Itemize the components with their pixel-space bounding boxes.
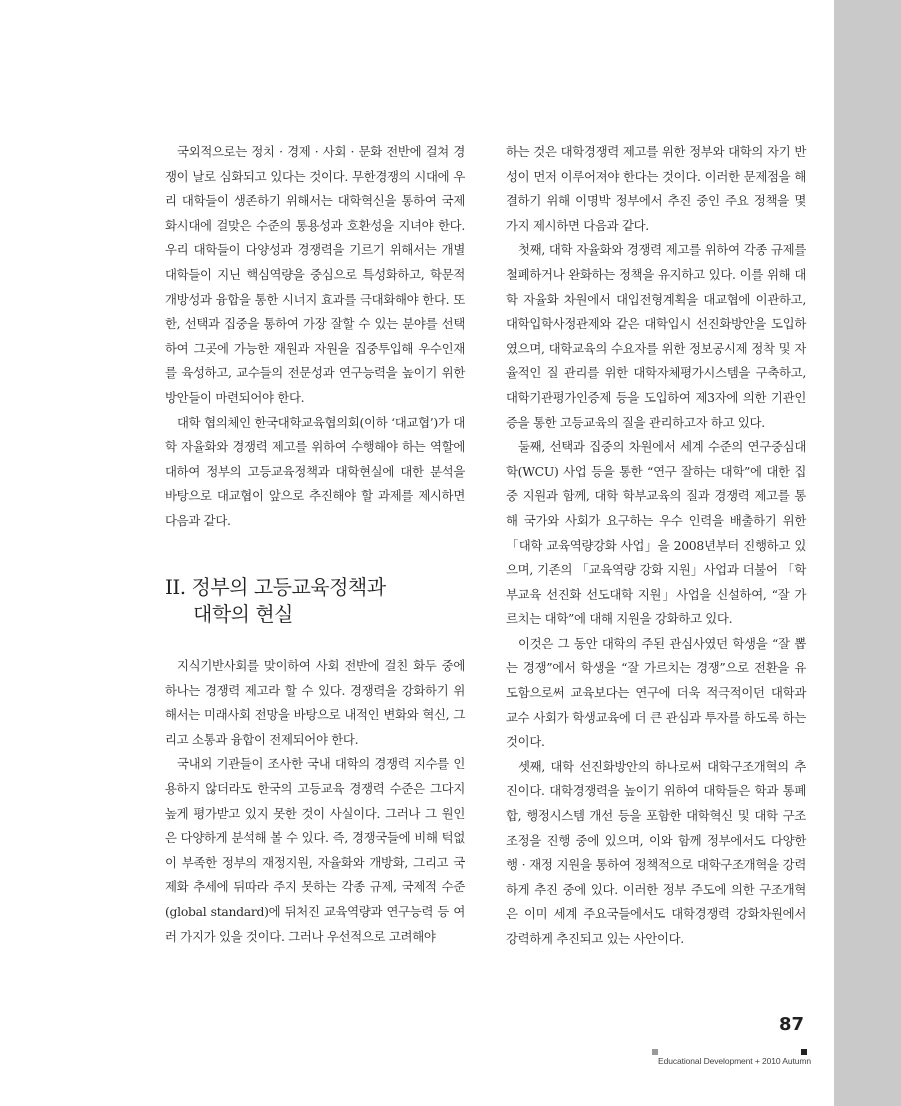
publication-footer: Educational Development + 2010 Autumn bbox=[658, 1056, 811, 1066]
paragraph: 셋째, 대학 선진화방안의 하나로써 대학구조개혁의 추진이다. 대학경쟁력을 높이기 위하여 대학들은 학과 통폐합, 행정시스템 개선 등을 포함한 대학혁신 및 대학 구조조정을 진행 중에 있으며, 이와 함께 정부에서도 다양한 행 · 재정 지원을 통하여 정책적으로 대학구조개혁을 강력하게 추진 중에 있다. 이러한 정부 주도에 의한 구조개혁은 이미 세계 주요국들에서도 대학경쟁력 강화차원에서 강력하게 추진되고 있는 사안이다. bbox=[506, 758, 806, 946]
paragraph: 지식기반사회를 맞이하여 사회 전반에 걸친 화두 중에 하나는 경쟁력 제고라 할 수 있다. 경쟁력을 강화하기 위해서는 미래사회 전망을 바탕으로 내적인 변화와 혁신, 그리고 소통과 융합이 전제되어야 한다. bbox=[165, 658, 465, 747]
section-heading-line1: II. 정부의 고등교육정책과 bbox=[165, 575, 386, 599]
page-number: 87 bbox=[778, 1014, 804, 1035]
paragraph: 둘째, 선택과 집중의 차원에서 세계 수준의 연구중심대학(WCU) 사업 등을 통한 “연구 잘하는 대학”에 대한 집중 지원과 함께, 대학 학부교육의 질과 경쟁력 제고를 통해 국가와 사회가 요구하는 우수 인력을 배출하기 위한 「대학 교육역량강화 사업」을 2008년부터 진행하고 있으며, 기존의 「교육역량 강화 지원」사업과 더불어 「학부교육 선진화 선도대학 지원」사업을 신설하여, “잘 가르치는 대학”에 대해 지원을 강화하고 있다. bbox=[506, 439, 806, 627]
section-heading bbox=[165, 574, 465, 628]
paragraph: 하는 것은 대학경쟁력 제고를 위한 정부와 대학의 자기 반성이 먼저 이루어져야 한다는 것이다. 이러한 문제점을 해결하기 위해 이명박 정부에서 추진 중인 주요 정책을 몇 가지 제시하면 다음과 같다. bbox=[506, 144, 806, 233]
left-column-top bbox=[165, 140, 465, 534]
side-margin-bar bbox=[834, 0, 901, 1106]
right-column bbox=[506, 140, 806, 952]
section-heading-line2: 대학의 현실 bbox=[193, 602, 293, 626]
paragraph: 국외적으로는 정치 · 경제 · 사회 · 문화 전반에 걸쳐 경쟁이 날로 심화되고 있다는 것이다. 무한경쟁의 시대에 우리 대학들이 생존하기 위해서는 대학혁신을 통하여 국제화시대에 걸맞은 수준의 통용성과 호환성을 지녀야 한다. 우리 대학들이 다양성과 경쟁력을 기르기 위해서는 개별 대학들이 지닌 핵심역량을 중심으로 특성화하고, 학문적 개방성과 융합을 통한 시너지 효과를 극대화해야 한다. 또한, 선택과 집중을 통하여 가장 잘할 수 있는 분야를 선택하여 그곳에 가능한 재원과 자원을 집중투입해 우수인재를 육성하고, 교수들의 전문성과 연구능력을 높이기 위한 방안들이 마련되어야 한다. bbox=[165, 144, 465, 405]
paragraph: 첫째, 대학 자율화와 경쟁력 제고를 위하여 각종 규제를 철폐하거나 완화하는 정책을 유지하고 있다. 이를 위해 대학 자율화 차원에서 대입전형계획을 대교협에 이관하고, 대학입학사정관제와 같은 대학입시 선진화방안을 도입하였으며, 대학교육의 수요자를 위한 정보공시제 정착 및 자율적인 질 관리를 위한 대학자체평가시스템을 구축하고, 대학기관평가인증제 등을 도입하여 제3자에 의한 기관인증을 통한 고등교육의 질을 관리하고자 하고 있다. bbox=[506, 242, 806, 430]
footer-square-icon bbox=[652, 1049, 658, 1055]
left-column-bottom bbox=[165, 654, 465, 949]
paragraph: 대학 협의체인 한국대학교육협의회(이하 ‘대교협’)가 대학 자율화와 경쟁력 제고를 위하여 수행해야 하는 역할에 대하여 정부의 고등교육정책과 대학현실에 대한 분석을 바탕으로 대교협이 앞으로 추진해야 할 과제를 제시하면 다음과 같다. bbox=[165, 414, 465, 528]
footer-square-icon bbox=[801, 1049, 807, 1055]
paragraph: 국내외 기관들이 조사한 국내 대학의 경쟁력 지수를 인용하지 않더라도 한국의 고등교육 경쟁력 수준은 그다지 높게 평가받고 있지 못한 것이 사실이다. 그러나 그 원인은 다양하게 분석해 볼 수 있다. 즉, 경쟁국들에 비해 턱없이 부족한 정부의 재정지원, 자율화와 개방화, 그리고 국제화 추세에 뒤따라 주지 못하는 각종 규제, 국제적 수준(global standard)에 뒤처진 교육역량과 연구능력 등 여러 가지가 있을 것이다. 그러나 우선적으로 고려해야 bbox=[165, 756, 465, 944]
paragraph: 이것은 그 동안 대학의 주된 관심사였던 학생을 “잘 뽑는 경쟁”에서 학생을 “잘 가르치는 경쟁”으로 전환을 유도함으로써 교육보다는 연구에 더욱 적극적이던 대학과 교수 사회가 학생교육에 더 큰 관심과 투자를 하도록 하는 것이다. bbox=[506, 635, 806, 750]
